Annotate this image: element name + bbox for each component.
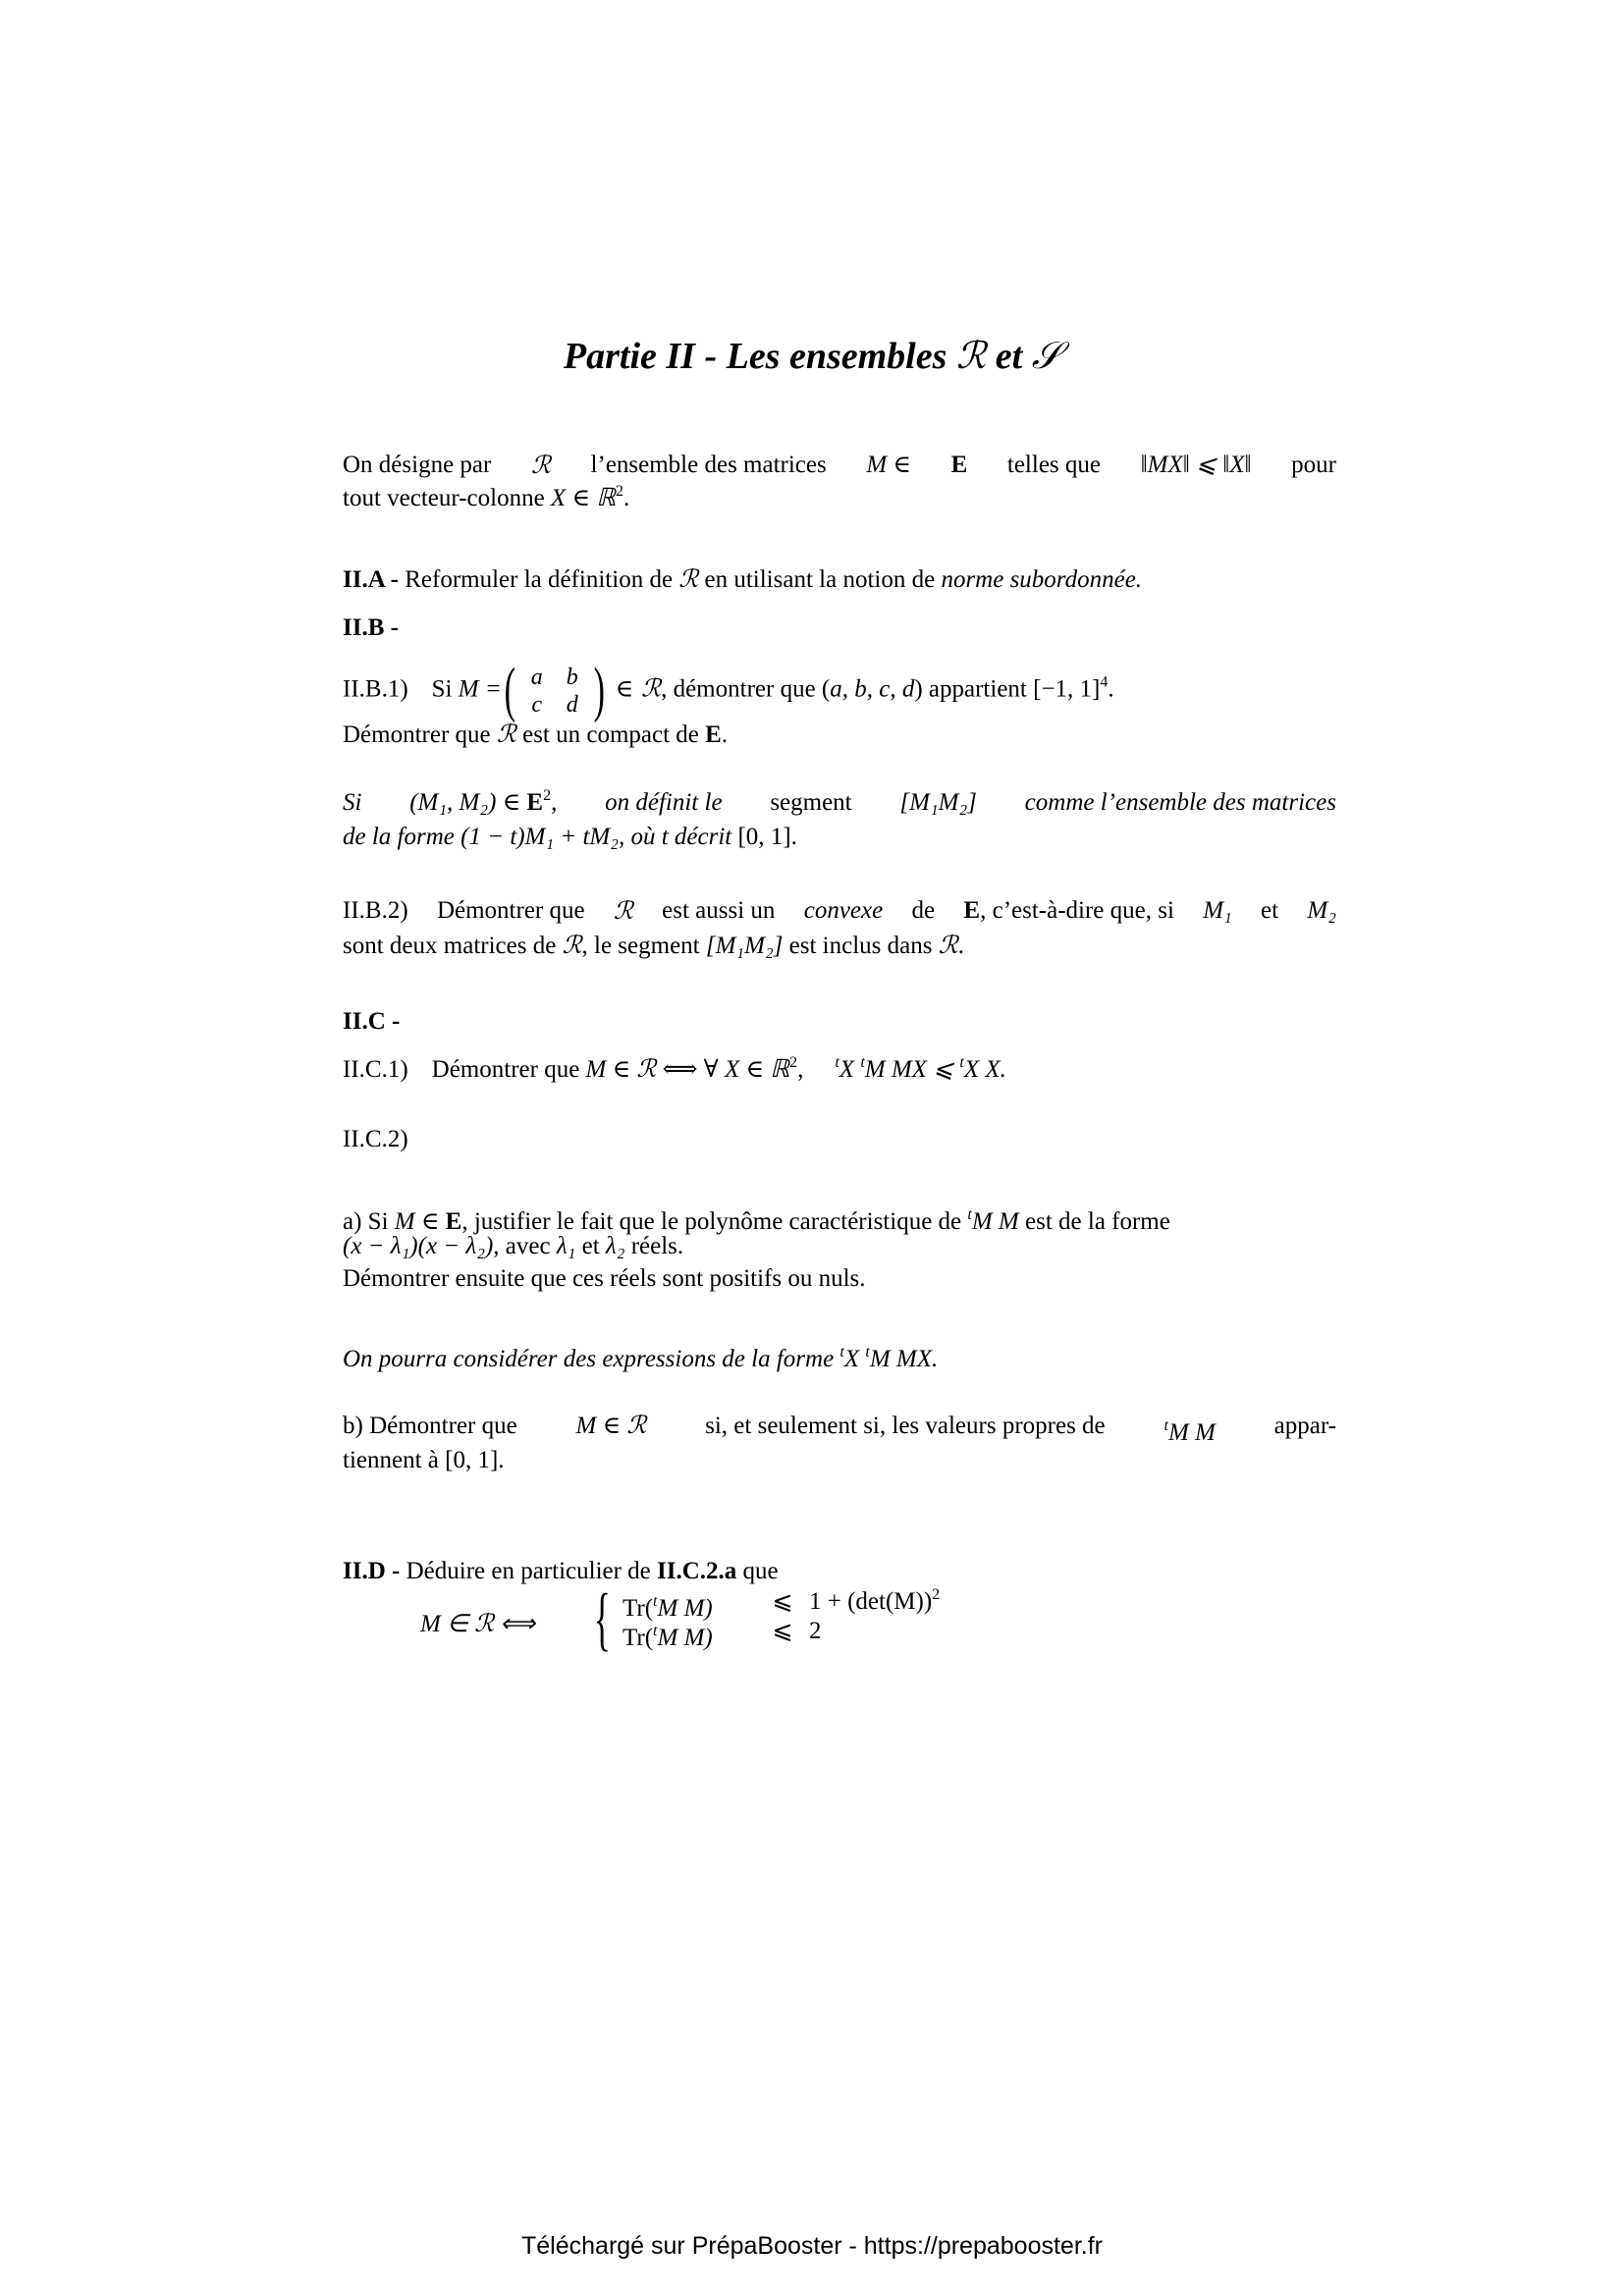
question-IID (343, 1557, 779, 1586)
question-IIC2a-line-3: Démontrer ensuite que ces réels sont positifs ou nuls. (343, 1265, 866, 1292)
text: et (575, 1233, 606, 1259)
emphasis: norme subordonnée. (941, 566, 1143, 593)
question-IIC2b-line-1 (343, 1412, 1336, 1448)
matrix-entry: d (566, 692, 578, 718)
space-E: E (963, 897, 981, 924)
text: est aussi un (662, 897, 776, 924)
set-s-symbol: 𝒮 (1031, 334, 1061, 377)
interval: [0, 1]. (737, 824, 797, 850)
text: de (911, 897, 936, 924)
math: M ∈ (866, 452, 911, 478)
math: λ₁ (556, 1233, 576, 1259)
math: λ₂ (605, 1233, 625, 1259)
text: b) Démontrer que (343, 1413, 517, 1439)
hint (343, 1338, 938, 1374)
math: M M) (657, 1625, 713, 1651)
math: M ∈ (394, 1208, 446, 1235)
question-label: II.C.1) (343, 1056, 408, 1083)
segment-definition-line-2 (343, 823, 797, 852)
transpose-mark: t (865, 1344, 870, 1361)
text: l’ensemble des matrices (590, 452, 827, 478)
transpose-mark: t (835, 1054, 839, 1071)
text: . (623, 485, 630, 511)
question-IIB-label: II.B - (343, 614, 399, 641)
text: appar- (1273, 1413, 1336, 1439)
math: M MX ⩽ (864, 1056, 960, 1083)
text: est de la forme (1018, 1208, 1170, 1235)
space-E: E (445, 1208, 462, 1235)
question-IIC1 (343, 1048, 1006, 1085)
transpose-mark: t (959, 1054, 964, 1071)
set-r-symbol: ℛ (938, 931, 958, 959)
set-r-symbol: ℛ (955, 334, 987, 377)
text: Si (431, 675, 459, 703)
set-r-symbol: ℛ (562, 931, 582, 959)
download-footer: Téléchargé sur PrépaBooster - https://prepabooster.fr (521, 2232, 1103, 2260)
text: sont deux matrices de (343, 933, 563, 959)
exponent: 4 (1100, 673, 1109, 691)
text: . (1108, 675, 1114, 703)
question-IIC2-label: II.C.2) (343, 1126, 408, 1152)
question-label: II.A - (343, 566, 399, 593)
transpose-mark: t (967, 1206, 972, 1223)
text: a) Si (343, 1208, 395, 1235)
math: t (661, 824, 669, 850)
math: a, b, c, d (830, 675, 915, 703)
text: décrit (668, 824, 738, 850)
text: Démontrer que (343, 721, 497, 748)
math: M = (458, 675, 502, 703)
exponent: 2 (616, 483, 623, 500)
question-label: II.B.1) (343, 675, 408, 703)
exponent: 2 (543, 787, 552, 804)
text: et (1261, 897, 1279, 924)
question-IIC2b-line-2: tiennent à [0, 1]. (343, 1447, 505, 1473)
text: Reformuler la définition de (398, 566, 679, 593)
question-reference: II.C.2.a (657, 1558, 737, 1584)
question-IIB2-line-1 (343, 896, 1336, 926)
exponent: 2 (932, 1586, 941, 1603)
matrix-entry: a (530, 665, 543, 690)
system-row (623, 1586, 941, 1622)
left-paren: ( (504, 657, 515, 723)
system-lhs: M ∈ ℛ ⟺ (420, 1611, 536, 1637)
math: X ∈ ℝ (550, 485, 616, 511)
text: de la forme (343, 824, 461, 850)
text: telles que (1006, 452, 1101, 478)
math: M M (971, 1208, 1019, 1235)
transpose-mark: t (653, 1593, 658, 1610)
transpose-mark: t (839, 1344, 844, 1361)
text: tout vecteur-colonne (343, 485, 551, 511)
norm-inequality: ‖MX‖ ⩽ ‖X‖ (1140, 452, 1252, 478)
text: est un compact de (515, 721, 706, 748)
title-conjunction: et (986, 336, 1032, 377)
text: pour (1291, 452, 1336, 478)
text: est inclus dans (783, 933, 939, 959)
relation: ⩽ (772, 1588, 793, 1615)
section-title (0, 334, 1624, 378)
relation: ⩽ (772, 1618, 793, 1644)
question-IIB2-line-2 (343, 931, 964, 961)
set-r-symbol: ℛ (530, 451, 551, 479)
text: On désigne par (343, 452, 492, 478)
set-r-symbol: ∈ ℛ (607, 673, 662, 703)
question-IIC2a-line-2 (343, 1232, 683, 1261)
text: , (551, 789, 558, 816)
math: M MX. (869, 1346, 939, 1372)
text: Démontrer que (436, 897, 585, 924)
space-E: E (705, 721, 722, 748)
math: M M (1167, 1419, 1216, 1446)
exponent: 2 (789, 1054, 798, 1071)
math: (1 − t)M₁ + tM₂ (460, 824, 619, 850)
text: , (797, 1056, 804, 1083)
intro-line-1 (343, 451, 1336, 480)
system-row (623, 1617, 940, 1651)
math: M₁ (1203, 897, 1232, 924)
question-IIC-label: II.C - (343, 1008, 401, 1035)
text: Si (343, 789, 362, 816)
math: M M) (657, 1595, 713, 1622)
set-r-symbol: ℛ (678, 564, 699, 593)
text: . (721, 721, 729, 748)
math: X (843, 1346, 866, 1372)
transpose-mark: t (653, 1623, 658, 1639)
text: comme l’ensemble des matrices (1024, 789, 1336, 816)
math: [M₁M₂] (705, 933, 784, 959)
system-rows (623, 1586, 941, 1651)
text: , justifier le fait que le polynôme caractéristique de (461, 1208, 968, 1235)
text: , le segment (581, 933, 706, 959)
text: , où (618, 824, 662, 850)
matrix-entry: c (531, 692, 543, 718)
text: Déduire en particulier de (400, 1558, 658, 1584)
math: 1 + (det(M)) (809, 1588, 933, 1615)
set-r-symbol: ℛ (496, 720, 516, 748)
term-segment: segment (770, 789, 852, 816)
text: ) appartient [−1, 1] (914, 675, 1101, 703)
text: si, et seulement si, les valeurs propres de (705, 1413, 1106, 1439)
text: en utilisant la notion de (698, 566, 942, 593)
question-label: II.B.2) (343, 897, 408, 924)
math: X X. (963, 1056, 1006, 1083)
question-IIB1 (343, 657, 1114, 723)
intro-line-2 (343, 484, 629, 513)
text: que (736, 1558, 779, 1584)
space-E: E (950, 452, 968, 478)
question-IIA (343, 564, 1142, 595)
space-E: E (526, 789, 544, 816)
text: , avec (493, 1233, 557, 1259)
text: Tr( (623, 1595, 654, 1622)
math: M ∈ ℛ (575, 1413, 647, 1439)
math: M₂ (1307, 897, 1336, 924)
question-label: II.D - (343, 1558, 401, 1584)
left-brace: { (593, 1579, 611, 1658)
text: , c’est-à-dire que, si (980, 897, 1174, 924)
math: (x − λ₁)(x − λ₂) (343, 1233, 494, 1259)
math: (M₁, M₂) ∈ (409, 789, 521, 816)
text: , démontrer que ( (661, 675, 831, 703)
math: X (839, 1056, 861, 1083)
question-IIB1-compact (343, 720, 728, 750)
segment-definition-line-1 (343, 788, 1336, 818)
text: Tr( (623, 1625, 654, 1651)
text: on définit le (605, 789, 723, 816)
matrix-entry: b (566, 665, 578, 690)
text: . (957, 933, 964, 959)
math: M ∈ ℛ ⟺ ∀ X ∈ ℝ (585, 1056, 790, 1083)
text: On pourra considérer des expressions de la forme (343, 1346, 840, 1372)
right-paren: ) (593, 657, 606, 723)
transpose-mark: t (1164, 1417, 1168, 1434)
text: Démontrer que (431, 1056, 586, 1083)
math: [M₁M₂] (899, 789, 977, 816)
set-r-symbol: ℛ (613, 896, 633, 925)
text: réels. (624, 1233, 684, 1259)
emphasis: convexe (803, 897, 884, 924)
title-text: Partie II - Les ensembles (563, 336, 956, 377)
math: 2 (809, 1618, 822, 1644)
transpose-mark: t (860, 1054, 865, 1071)
matrix-M (504, 657, 606, 723)
